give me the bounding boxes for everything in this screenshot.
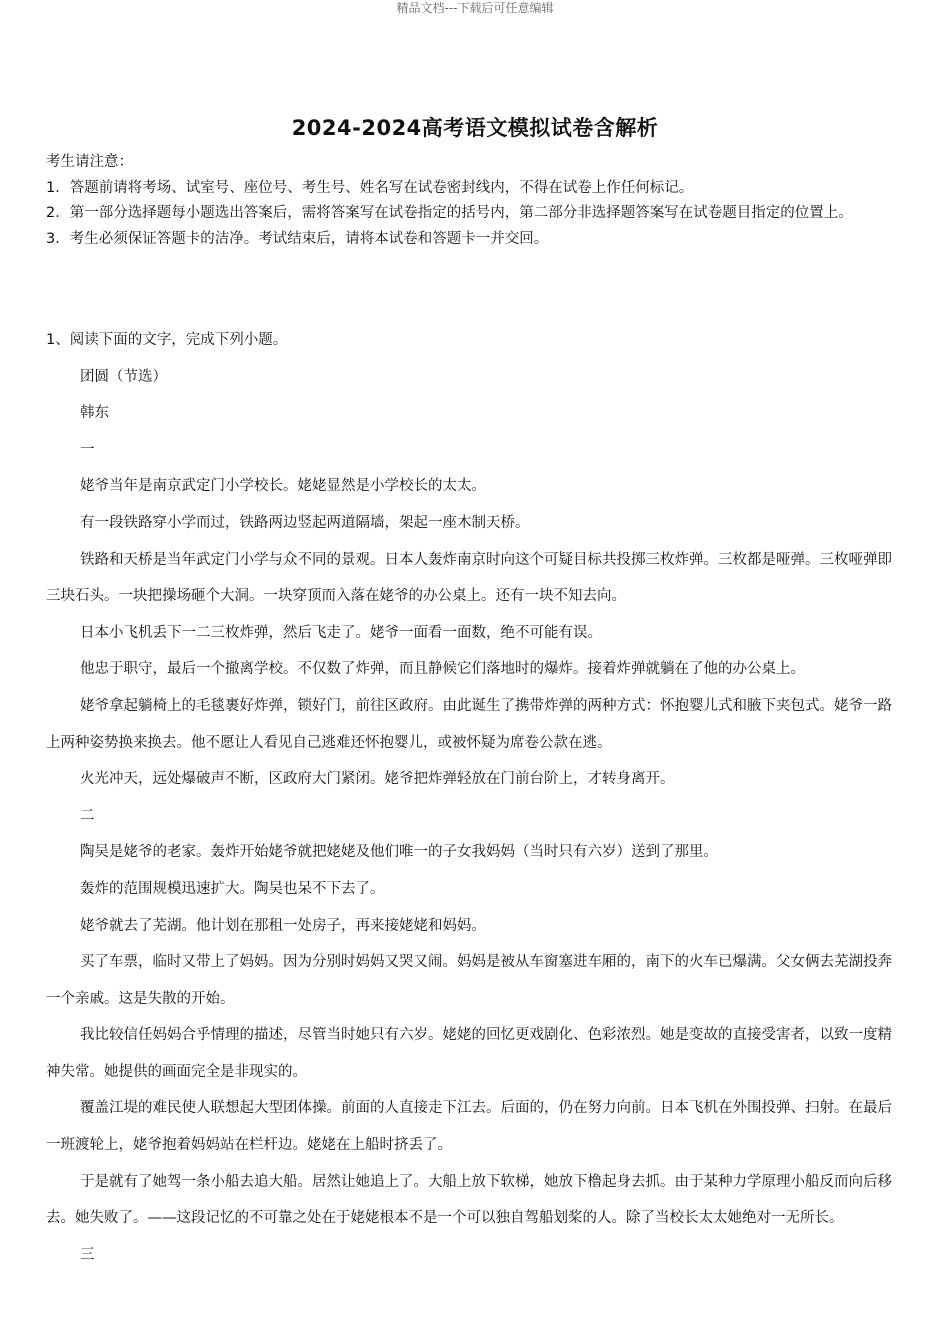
paragraph: 陶吴是姥爷的老家。轰炸开始姥爷就把姥姥及他们唯一的子女我妈妈（当时只有六岁）送到了那里。 xyxy=(80,844,718,861)
paragraph: 有一段铁路穿小学而过，铁路两边竖起两道隔墙，架起一座木制天桥。 xyxy=(80,514,530,531)
section-heading: 三 xyxy=(80,1246,95,1263)
paragraph: 姥爷就去了芜湖。他计划在那租一处房子，再来接姥姥和妈妈。 xyxy=(80,917,486,934)
article-title: 团圆（节选） xyxy=(80,368,167,385)
watermark-header: 精品文档---下载后可任意编辑 xyxy=(396,1,554,15)
paragraph: 买了车票，临时又带上了妈妈。因为分别时妈妈又哭又闹。妈妈是被从车窗塞进车厢的，南下的火车已爆满。父女俩去芜湖投奔一个亲戚。这是失散的开始。 xyxy=(46,954,892,1007)
reading-passage xyxy=(46,322,906,1273)
paragraph: 日本小飞机丢下一二三枚炸弹，然后飞走了。姥爷一面看一面数，绝不可能有误。 xyxy=(80,624,602,641)
article-author: 韩东 xyxy=(80,405,109,422)
document-title: 2024-2024高考语文模拟试卷含解析 xyxy=(291,116,659,140)
paragraph: 覆盖江堤的难民使人联想起大型团体操。前面的人直接走下江去。后面的，仍在努力向前。日本飞机在外围投弹、扫射。在最后一班渡轮上，姥爷抱着妈妈站在栏杆边。姥姥在上船时挤丢了。 xyxy=(46,1100,892,1154)
paragraph: 我比较信任妈妈合乎情理的描述，尽管当时她只有六岁。姥姥的回忆更戏剧化、色彩浓烈。她是变故的直接受害者，以致一度精神失常。她提供的画面完全是非现实的。 xyxy=(46,1027,892,1080)
paragraph: 他忠于职守，最后一个撤离学校。不仅数了炸弹，而且静候它们落地时的爆炸。接着炸弹就躺在了他的办公桌上。 xyxy=(80,661,805,678)
notice-item-1: 1．答题前请将考场、试室号、座位号、考生号、姓名写在试卷密封线内，不得在试卷上作任何标记。 xyxy=(46,179,694,196)
notice-item-3: 3．考生必须保证答题卡的洁净。考试结束后，请将本试卷和答题卡一并交回。 xyxy=(46,230,549,247)
question-prompt: 1、阅读下面的文字，完成下列小题。 xyxy=(46,332,288,348)
paragraph: 轰炸的范围规模迅速扩大。陶吴也呆不下去了。 xyxy=(80,880,385,897)
paragraph: 火光冲天，远处爆破声不断，区政府大门紧闭。姥爷把炸弹轻放在门前台阶上，才转身离开。 xyxy=(80,771,675,788)
paragraph: 姥爷拿起躺椅上的毛毯裹好炸弹，锁好门，前往区政府。由此诞生了携带炸弹的两种方式：怀抱婴儿式和腋下夹包式。姥爷一路上两种姿势换来换去。他不愿让人看见自己逃难还怀抱婴儿，或被怀疑为席卷公款在逃。 xyxy=(46,697,892,751)
paragraph: 于是就有了她驾一条小船去追大船。居然让她追上了。大船上放下软梯，她放下橹起身去抓。由于某种力学原理小船反而向后移去。她失败了。——这段记忆的不可靠之处在于姥姥根本不是一个可以独自驾船划桨的人。除了当校长太太她绝对一无所长。 xyxy=(46,1173,892,1227)
notice-heading: 考生请注意： xyxy=(46,154,133,170)
exam-notice xyxy=(46,150,906,252)
notice-item-2: 2．第一部分选择题每小题选出答案后，需将答案写在试卷指定的括号内，第二部分非选择题答案写在试卷题目指定的位置上。 xyxy=(46,205,853,221)
paragraph: 姥爷当年是南京武定门小学校长。姥姥显然是小学校长的太太。 xyxy=(80,478,486,495)
section-heading: 一 xyxy=(80,441,95,458)
section-heading: 二 xyxy=(80,807,95,824)
paragraph: 铁路和天桥是当年武定门小学与众不同的景观。日本人轰炸南京时向这个可疑目标共投掷三枚炸弹。三枚都是哑弹。三枚哑弹即三块石头。一块把操场砸个大洞。一块穿顶而入落在姥爷的办公桌上。还有一块不知去向。 xyxy=(46,551,892,605)
